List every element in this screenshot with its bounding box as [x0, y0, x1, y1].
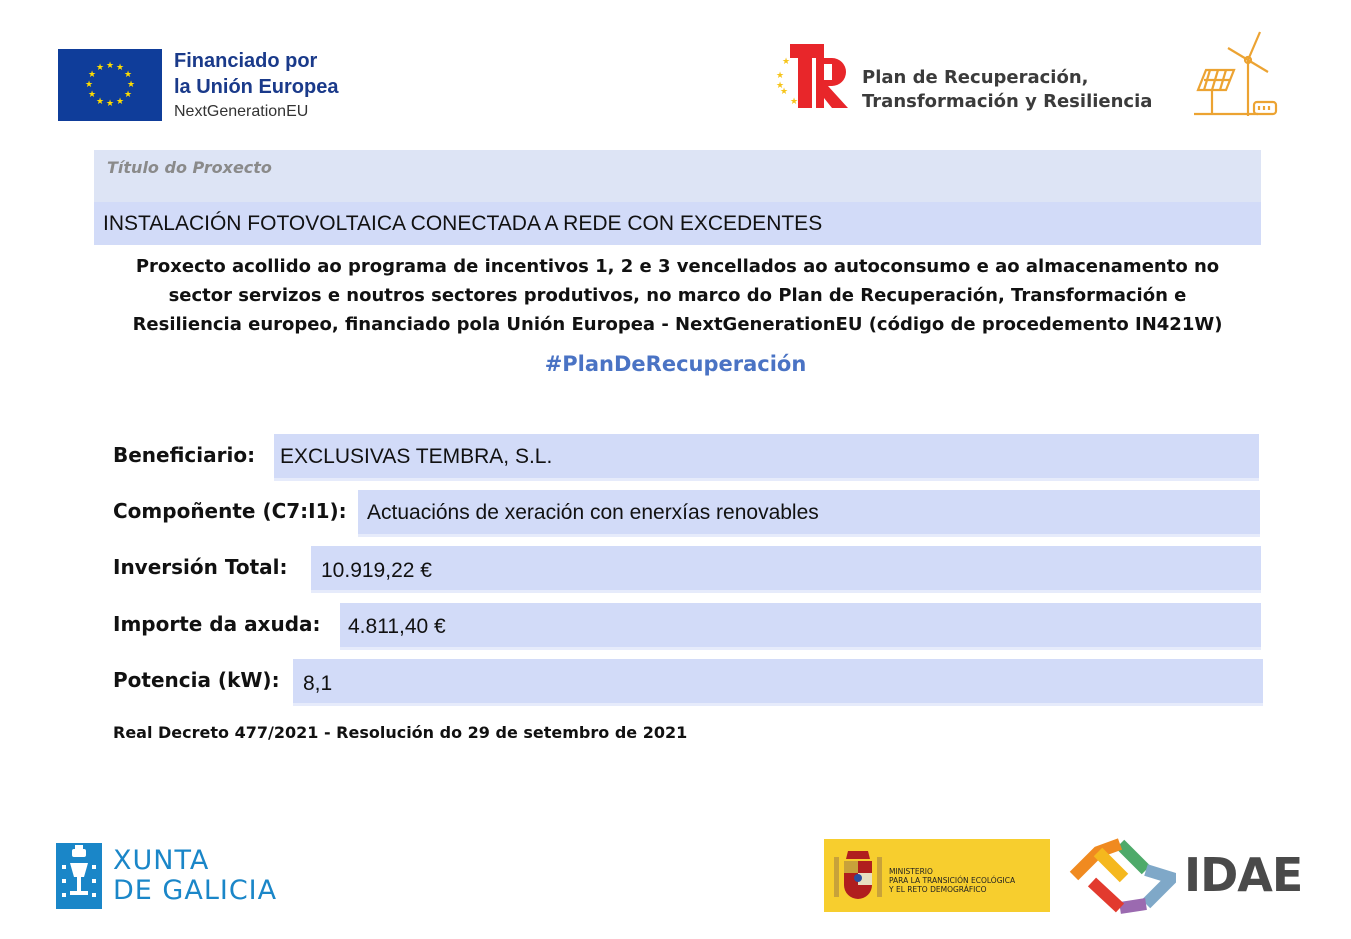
description-line: sector servizos e noutros sectores produtivos, no marco do Plan de Recuperación, Transformación e [168, 285, 1187, 306]
hashtag: #PlanDeRecuperación [544, 352, 807, 376]
potencia-label: Potencia (kW): [113, 668, 280, 692]
svg-text:★: ★ [780, 87, 789, 97]
xunta-shield-icon [56, 843, 102, 909]
componente-field [358, 490, 1260, 537]
componente-label: Compoñente (C7:I1): [113, 499, 347, 523]
project-title-header [94, 150, 1261, 202]
description-line: Resiliencia europeo, financiado pola Unión Europea - NextGenerationEU (código de procedemento IN421W) [132, 314, 1223, 335]
project-title-field [94, 202, 1261, 245]
idae-logo-icon [1068, 838, 1176, 914]
ministerio-text [889, 867, 1015, 894]
description-line: Proxecto acollido ao programa de incentivos 1, 2 e 3 vencellados ao autoconsumo e ao almacenamento no [135, 256, 1220, 277]
eu-line1: Financiado por [174, 50, 318, 72]
inversion-value: 10.919,22 € [321, 559, 432, 582]
axuda-label: Importe da axuda: [113, 612, 321, 636]
beneficiario-value: EXCLUSIVAS TEMBRA, S.L. [280, 445, 553, 468]
xunta-text [113, 846, 277, 906]
svg-text:★: ★ [782, 57, 791, 67]
svg-text:★: ★ [87, 70, 97, 80]
project-description [94, 252, 1261, 339]
svg-text:★: ★ [776, 81, 785, 91]
inversion-label: Inversión Total: [113, 555, 288, 579]
xunta-line2: DE GALICIA [113, 875, 278, 906]
spain-coat-of-arms-icon [832, 847, 884, 905]
prtr-logo-icon [772, 42, 858, 112]
prtr-line2: Transformación y Resiliencia [862, 91, 1153, 112]
svg-text:★: ★ [123, 70, 133, 80]
axuda-value: 4.811,40 € [348, 615, 446, 638]
svg-text:★: ★ [115, 97, 125, 107]
eu-line3: NextGenerationEU [174, 103, 309, 120]
beneficiario-field [274, 434, 1259, 481]
svg-text:★: ★ [84, 80, 94, 90]
project-title-label: Título do Proxecto [107, 158, 272, 177]
xunta-line1: XUNTA [113, 845, 210, 876]
svg-text:★: ★ [126, 80, 136, 90]
svg-text:★: ★ [790, 97, 799, 107]
svg-text:★: ★ [87, 90, 97, 100]
eu-funding-text [174, 48, 338, 124]
idae-text: IDAE [1184, 848, 1303, 902]
ministerio-line3: Y EL RETO DEMOGRÁFICO [889, 885, 987, 894]
ministerio-line1: MINISTERIO [889, 867, 933, 876]
ministerio-line2: PARA LA TRANSICIÓN ECOLÓGICA [889, 876, 1016, 885]
svg-text:★: ★ [95, 63, 105, 73]
svg-text:★: ★ [115, 63, 125, 73]
svg-text:★: ★ [105, 61, 115, 71]
beneficiario-label: Beneficiario: [113, 443, 256, 467]
svg-text:★: ★ [105, 99, 115, 109]
componente-value: Actuacións de xeración con enerxías renovables [367, 501, 819, 524]
prtr-line1: Plan de Recuperación, [862, 67, 1089, 88]
prtr-text [862, 66, 1152, 114]
eu-flag-icon [58, 49, 162, 121]
wind-turbine-solar-icon [1188, 30, 1282, 120]
ministerio-logo [824, 839, 1050, 912]
svg-text:★: ★ [123, 90, 133, 100]
eu-line2: la Unión Europea [174, 76, 339, 98]
axuda-field [340, 603, 1261, 650]
potencia-field [293, 659, 1263, 706]
svg-text:★: ★ [776, 71, 785, 81]
svg-text:★: ★ [95, 97, 105, 107]
legal-footnote: Real Decreto 477/2021 - Resolución do 29 de setembro de 2021 [113, 723, 688, 742]
inversion-field [311, 546, 1261, 593]
potencia-value: 8,1 [303, 672, 333, 695]
project-title-value: INSTALACIÓN FOTOVOLTAICA CONECTADA A REDE CON EXCEDENTES [103, 212, 823, 235]
